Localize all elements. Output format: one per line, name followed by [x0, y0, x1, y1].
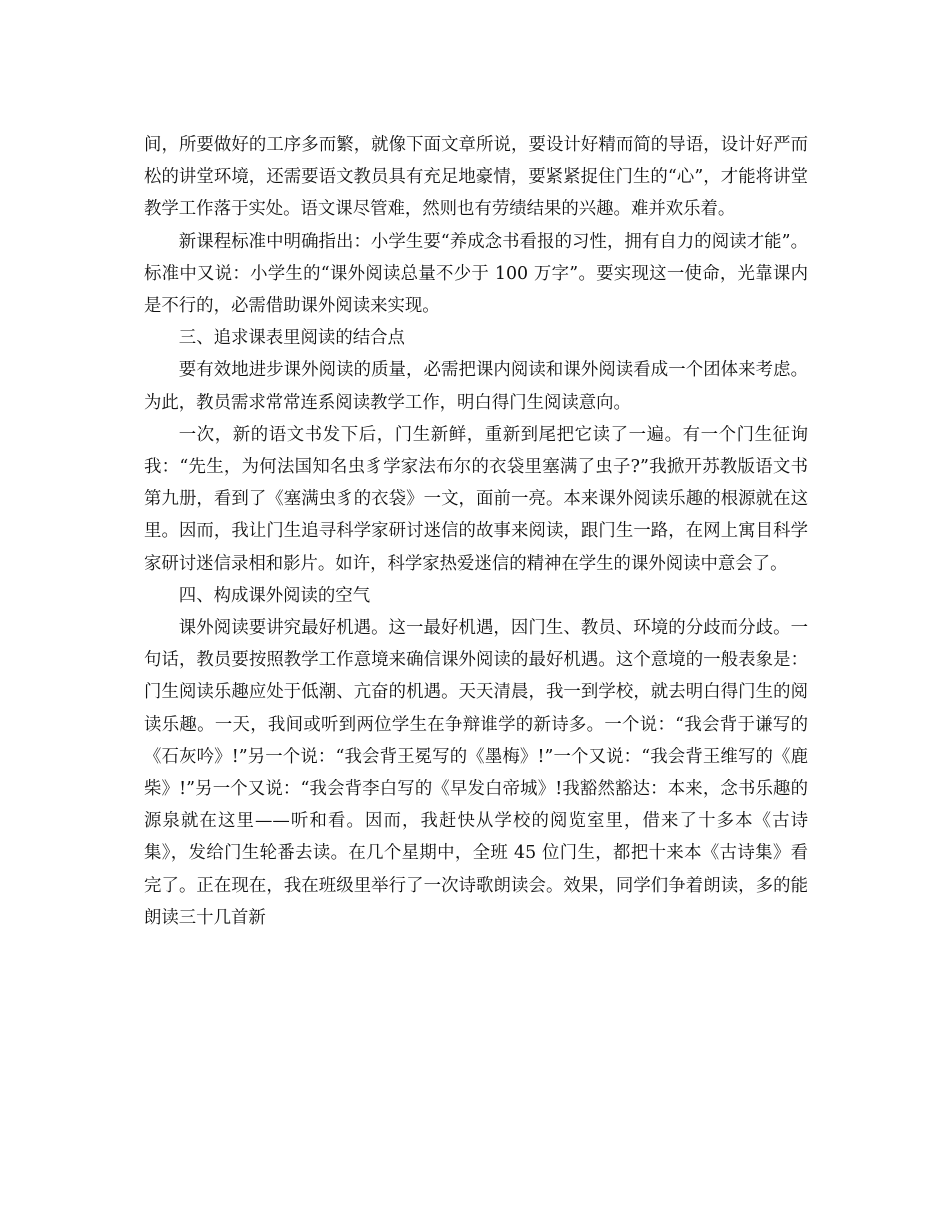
paragraph-continuation: 间，所要做好的工序多而繁，就像下面文章所说，要设计好精而简的导语，设计好严而松的讲堂环境，还需要语文教员具有充足地豪情，要紧紧捉住门生的“心”，才能将讲堂教学工作落于实处。语文课尽管难，然则也有劳绩结果的兴趣。难并欢乐着。: [144, 135, 808, 220]
section-heading-4: 四、构成课外阅读的空气: [178, 585, 371, 606]
paragraph-reading-opportunity: 课外阅读要讲究最好机遇。这一最好机遇，因门生、教员、环境的分歧而分歧。一句话，教员要按照教学工作意境来确信课外阅读的最好机遇。这个意境的一般表象是：门生阅读乐趣应处于低潮、亢奋的机遇。天天清晨，我一到学校，就去明白得门生的阅读乐趣。一天，我间或听到两位学生在争辩谁学的新诗多。一个说：“我会背于谦写的《石灰吟》!”另一个说：“我会背王冕写的《墨梅》!”一个又说：“我会背王维写的《鹿柴》!”另一个又说：“我会背李白写的《早发白帝城》!我豁然豁达：本来，念书乐趣的源泉就在这里——听和看。因而，我赶快从学校的阅览室里，借来了十多本《古诗集》，发给门生轮番去读。在几个星期中，全班 45 位门生，都把十来本《古诗集》看完了。正在现在，我在班级里举行了一次诗歌朗读会。效果，同学们争着朗读，多的能朗读三十几首新: [144, 618, 808, 928]
paragraph-reading-quality: 要有效地进步课外阅读的质量，必需把课内阅读和课外阅读看成一个团体来考虑。为此，教员需求常常连系阅读教学工作，明白得门生阅读意向。: [144, 360, 808, 413]
paragraph-textbook-story: 一次，新的语文书发下后，门生新鲜，重新到尾把它读了一遍。有一个门生征询我：“先生，为何法国知名虫豸学家法布尔的衣袋里塞满了虫子?”我掀开苏教版语文书第九册，看到了《塞满虫豸的衣袋》一文，面前一亮。本来课外阅读乐趣的根源就在这里。因而，我让门生追寻科学家研讨迷信的故事来阅读，跟门生一路，在网上寓目科学家研讨迷信录相和影片。如许，科学家热爱迷信的精神在学生的课外阅读中意会了。: [144, 424, 808, 574]
paragraph-curriculum-standard: 新课程标准中明确指出：小学生要“养成念书看报的习性，拥有自力的阅读才能”。标准中又说：小学生的“课外阅读总量不少于 100 万字”。要实现这一使命，光靠课内是不行的，必需借助课外阅读来实现。: [144, 231, 808, 317]
document-body: [144, 129, 808, 934]
section-heading-3: 三、追求课表里阅读的结合点: [178, 328, 405, 349]
